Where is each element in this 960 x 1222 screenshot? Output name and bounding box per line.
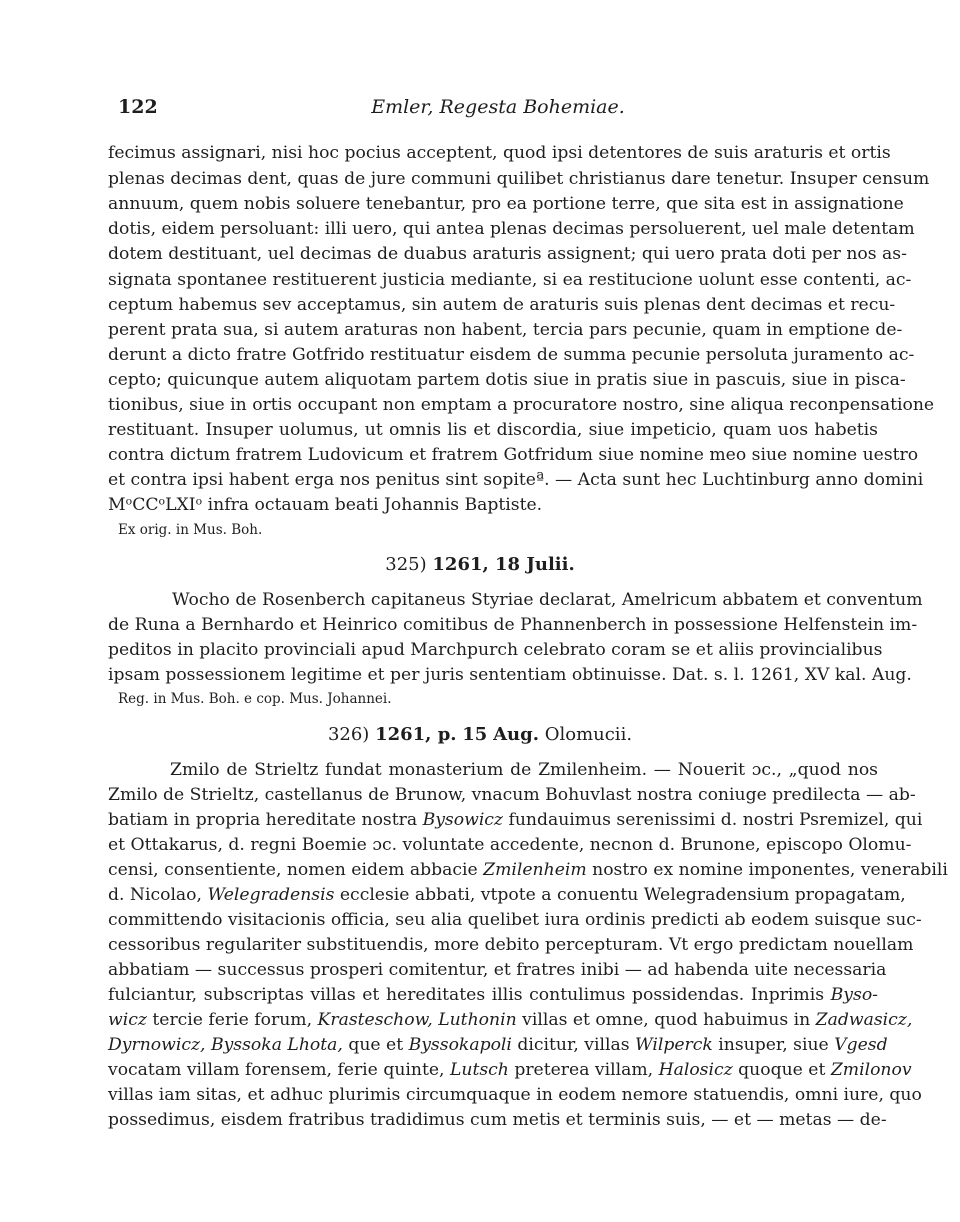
text-line: cepto; quicunque autem aliquotam partem dotis siue in pratis siue in pascuis, siue in pisca- <box>108 370 906 390</box>
text-line: abbatiam — successus prosperi comitentur, et fratres inibi — ad habenda uite necessaria <box>108 960 887 980</box>
text-line: et contra ipsi habent erga nos penitus sint sopiteª. — Acta sunt hec Luchtinburg anno domini <box>108 470 924 490</box>
place-name: Welegradensis <box>207 885 335 905</box>
text-line: fulciantur, subscriptas villas et hereditates illis contulimus possidendas. Inprimis Byso- <box>108 985 878 1005</box>
text-line: peditos in placito provinciali apud Marchpurch celebrato coram se et aliis provincialibus <box>108 640 883 660</box>
text-line: contra dictum fratrem Ludovicum et fratrem Gotfridum siue nomine meo siue nomine uestro <box>108 445 919 465</box>
text-line: signata spontanee restituerent justicia mediante, si ea restitucione uolunt esse contenti, ac- <box>108 270 912 290</box>
text-line: fecimus assignari, nisi hoc pocius acceptent, quod ipsi detentores de suis araturis et ortis <box>108 143 891 163</box>
place-name: Wilperck <box>635 1035 713 1055</box>
text-line: et Ottakarus, d. regni Boemie ɔc. voluntate accedente, necnon d. Brunone, episcopo Olomu- <box>108 835 912 855</box>
text-line: Zmilo de Strieltz, castellanus de Brunow, vnacum Bohuvlast nostra coniuge predilecta — ab- <box>108 785 916 805</box>
place-name: Luthonin <box>438 1010 517 1030</box>
place-name: Krasteschow, <box>317 1010 433 1030</box>
text-line: d. Nicolao, Welegradensis ecclesie abbati, vtpote a conuentu Welegradensium propagatam, <box>108 885 906 905</box>
text-line: annuum, quem nobis soluere tenebantur, pro ea portione terre, que sita est in assignatione <box>108 194 904 214</box>
running-head <box>118 96 878 124</box>
entry-place: Olomucii. <box>544 724 633 745</box>
text-line: Zmilo de Strieltz fundat monasterium de Zmilenheim. — Nouerit ɔc., „quod nos <box>170 760 878 780</box>
text-line: censi, consentiente, nomen eidem abbacie Zmilenheim nostro ex nomine imponentes, venerabili <box>108 860 948 880</box>
entry-day: 15 <box>462 724 488 745</box>
place-name: Byssokapoli <box>408 1035 512 1055</box>
entry-heading-325 <box>0 556 960 574</box>
running-title: Emler, Regesta Bohemiae. <box>371 96 625 118</box>
place-name: Byso- <box>830 985 878 1005</box>
place-name: Vgesd <box>834 1035 888 1055</box>
place-name: Bysowicz <box>422 810 503 830</box>
text-line: MᵒCCᵒLXIᵒ infra octauam beati Johannis Baptiste. <box>108 495 543 515</box>
entry-date: 1261, p. <box>375 724 457 745</box>
text-line: Dyrnowicz, Byssoka Lhota, que et Byssokapoli dicitur, villas Wilperck insuper, siue Vgesd <box>108 1035 888 1055</box>
text-line: batiam in propria hereditate nostra Bysowicz fundauimus serenissimi d. nostri Psremizel, qui <box>108 810 923 830</box>
text-line: possedimus, eisdem fratribus tradidimus cum metis et terminis suis, — et — metas — de- <box>108 1110 887 1130</box>
entry-number: 325) <box>385 554 427 575</box>
text-line: wicz tercie ferie forum, Krasteschow, Luthonin villas et omne, quod habuimus in Zadwasicz, <box>108 1010 913 1030</box>
place-name: Zmilonov <box>830 1060 912 1080</box>
place-name: Byssoka Lhota, <box>210 1035 343 1055</box>
text-line: ceptum habemus sev acceptamus, sin autem de araturis suis plenas dent decimas et recu- <box>108 295 896 315</box>
place-name: Zmilenheim <box>483 860 587 880</box>
text-line: dotis, eidem persoluant: illi uero, qui antea plenas decimas persoluerent, uel male detentam <box>108 219 915 239</box>
text-line: derunt a dicto fratre Gotfrido restituatur eisdem de summa pecunie persoluta juramento ac- <box>108 345 915 365</box>
entry-number: 326) <box>327 724 370 745</box>
text-line: restituant. Insuper uolumus, ut omnis lis et discordia, siue impeticio, quam uos habetis <box>108 420 878 440</box>
place-name: wicz <box>108 1010 147 1030</box>
text-line: perent prata sua, si autem araturas non habent, tercia pars pecunie, quam in emptione de- <box>108 320 903 340</box>
entry-month: Aug. <box>493 724 539 745</box>
place-name: Dyrnowicz, <box>108 1035 206 1055</box>
place-name: Lutsch <box>449 1060 509 1080</box>
place-name: Zadwasicz, <box>815 1010 913 1030</box>
text-line: committendo visitacionis officia, seu alia quelibet iura ordinis predicti ab eodem suisque suc- <box>108 910 922 930</box>
page-number: 122 <box>118 96 158 118</box>
text-line: villas iam sitas, et adhuc plurimis circumquaque in eodem nemore statuendis, omni iure, quo <box>108 1085 922 1105</box>
entry-date: 1261, 18 Julii. <box>432 554 575 575</box>
source-note: Ex orig. in Mus. Boh. <box>118 522 263 538</box>
text-line: cessoribus regulariter substituendis, more debito percepturam. Vt ergo predictam nouellam <box>108 935 914 955</box>
place-name: Halosicz <box>658 1060 733 1080</box>
text-line: ipsam possessionem legitime et per juris sententiam obtinuisse. Dat. s. l. 1261, XV kal. Aug. <box>108 665 912 685</box>
text-line: tionibus, siue in ortis occupant non emptam a procuratore nostro, sine aliqua reconpensatione <box>108 395 935 415</box>
text-line: plenas decimas dent, quas de jure communi quilibet christianus dare tenetur. Insuper censum <box>108 169 930 189</box>
text-line: vocatam villam forensem, ferie quinte, Lutsch preterea villam, Halosicz quoque et Zmilonov <box>108 1060 912 1080</box>
text-line: dotem destituant, uel decimas de duabus araturis assignent; qui uero prata doti per nos as- <box>108 244 907 264</box>
text-line: Wocho de Rosenberch capitaneus Styriae declarat, Amelricum abbatem et conventum <box>172 590 923 610</box>
text-line: de Runa a Bernhardo et Heinrico comitibus de Phannenberch in possessione Helfenstein im- <box>108 615 918 635</box>
entry-heading-326 <box>0 726 960 744</box>
source-note: Reg. in Mus. Boh. e cop. Mus. Johannei. <box>118 691 392 707</box>
